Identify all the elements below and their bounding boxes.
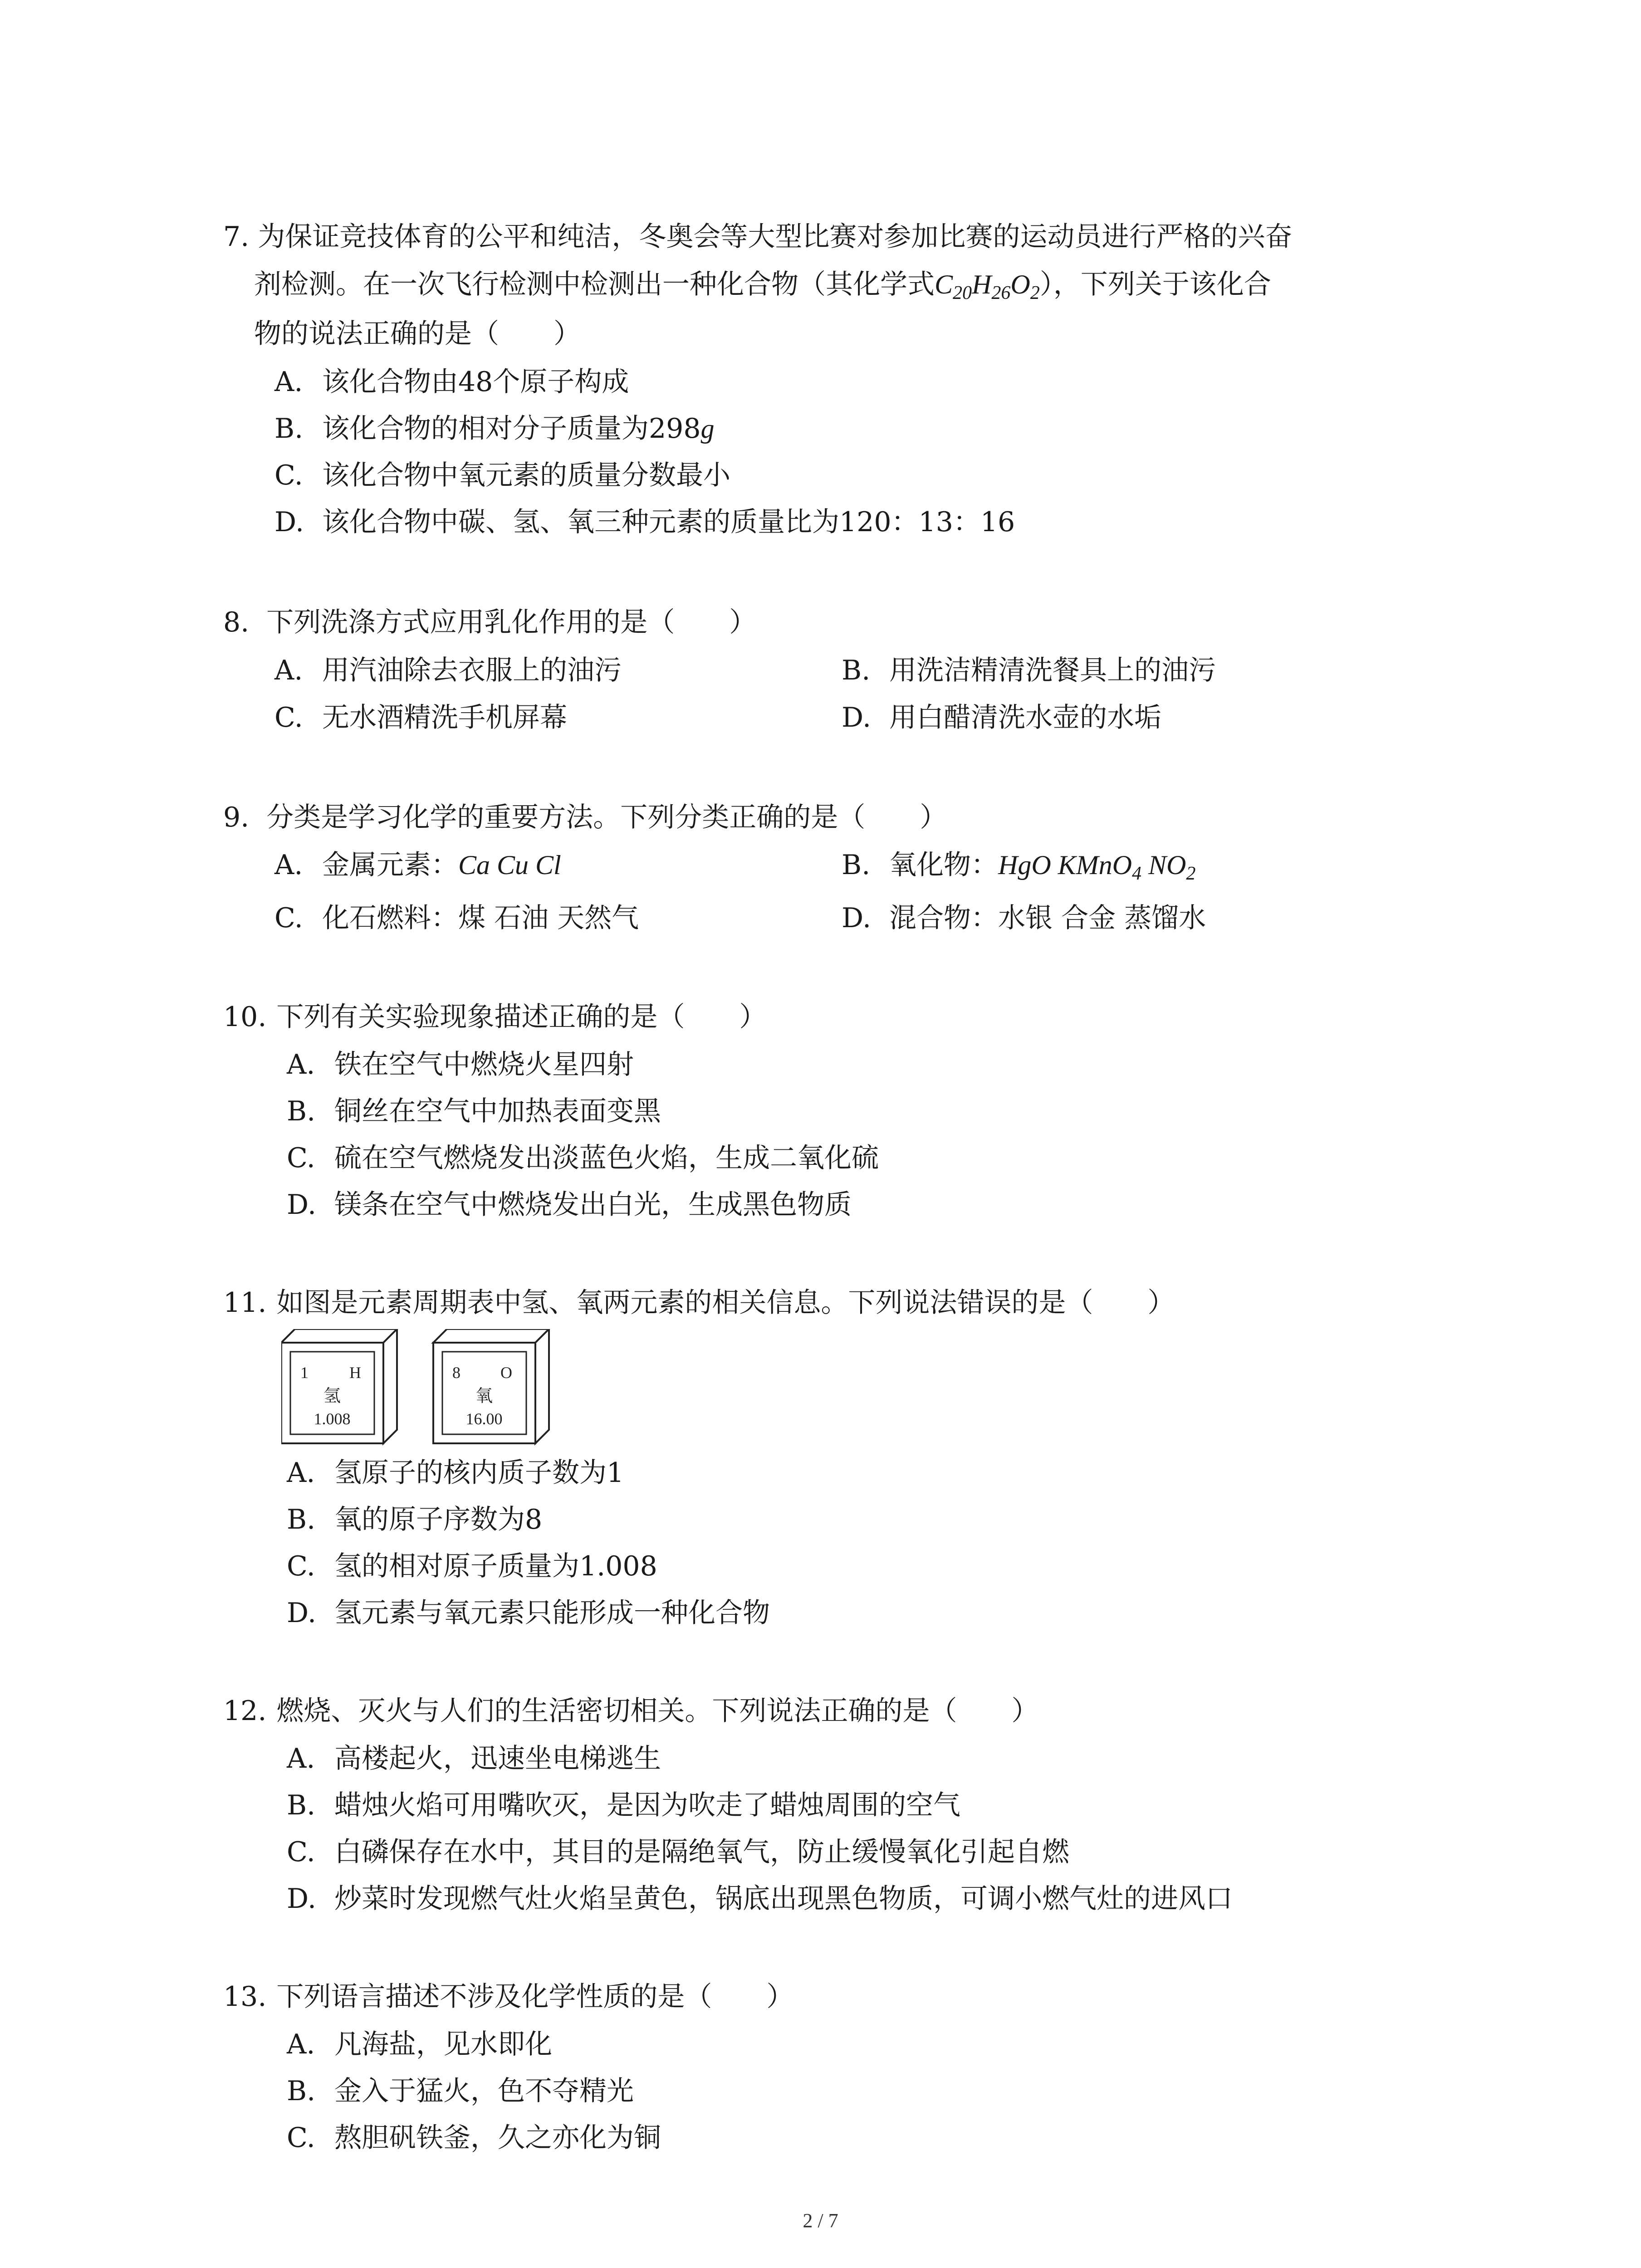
chemical-formula: $C_{20}H_{26}O_2$: [935, 269, 1040, 303]
option-a: A. 铁在空气中燃烧火星四射: [287, 1049, 634, 1080]
page-number: 2 / 7: [803, 2209, 838, 2232]
option-b: B. 氧的原子序数为8: [287, 1504, 543, 1535]
atomic-number: 1: [300, 1364, 309, 1382]
option-a: A. 凡海盐，见水即化: [287, 2028, 552, 2060]
option-c: C. 该化合物中氧元素的质量分数最小: [274, 459, 730, 491]
question-9-stem: 9. 分类是学习化学的重要方法。下列分类正确的是（ ）: [223, 802, 947, 833]
option-c: C. 无水酒精洗手机屏幕: [274, 702, 567, 733]
option-d: D. 镁条在空气中燃烧发出白光，生成黑色物质: [287, 1189, 852, 1221]
option-b: B. 该化合物的相对分子质量为298g: [274, 413, 715, 445]
option-a: A. 该化合物由48个原子构成: [274, 366, 629, 398]
question-7-line-1: 7. 为保证竞技体育的公平和纯洁，冬奥会等大型比赛对参加比赛的运动员进行严格的兴奋: [223, 221, 1293, 253]
option-d: D. 用白醋清洗水壶的水垢: [842, 702, 1161, 733]
question-12-stem: 12. 燃烧、灭火与人们的生活密切相关。下列说法正确的是（ ）: [223, 1695, 1039, 1727]
question-8-stem: 8. 下列洗涤方式应用乳化作用的是（ ）: [223, 606, 757, 638]
option-c: C. 硫在空气燃烧发出淡蓝色火焰，生成二氧化硫: [287, 1142, 879, 1174]
question-7-line-3: 物的说法正确的是（ ）: [254, 318, 581, 350]
option-a: A. 用汽油除去衣服上的油污: [274, 655, 622, 686]
option-b: B. 蜡烛火焰可用嘴吹灭，是因为吹走了蜡烛周围的空气: [287, 1789, 960, 1821]
element-card-hydrogen: [281, 1329, 397, 1443]
option-b: B. 铜丝在空气中加热表面变黑: [287, 1095, 661, 1127]
option-a: A. 高楼起火，迅速坐电梯逃生: [287, 1743, 661, 1774]
option-a: A. 金属元素：Ca Cu Cl: [274, 849, 561, 881]
option-d: D. 该化合物中碳、氢、氧三种元素的质量比为120：13：16: [274, 506, 1015, 538]
option-d: D. 混合物：水银 合金 蒸馏水: [842, 902, 1206, 934]
question-13-stem: 13. 下列语言描述不涉及化学性质的是（ ）: [223, 1981, 794, 2013]
option-c: C. 氢的相对原子质量为1.008: [287, 1550, 657, 1582]
atomic-mass: 1.008: [314, 1410, 351, 1428]
question-number: 7.: [223, 221, 250, 253]
element-symbol: H: [349, 1364, 361, 1382]
option-c: C. 化石燃料：煤 石油 天然气: [274, 902, 639, 934]
element-card-oxygen: [433, 1329, 549, 1443]
element-name: 氧: [475, 1386, 493, 1406]
option-a: A. 氢原子的核内质子数为1: [287, 1457, 624, 1489]
option-c: C. 熬胆矾铁釜，久之亦化为铜: [287, 2122, 661, 2154]
question-7-line-2: 剂检测。在一次飞行检测中检测出一种化合物（其化学式$C_{20}H_{26}O_2$），下列关于该化合: [254, 269, 1271, 303]
option-d: D. 氢元素与氧元素只能形成一种化合物: [287, 1597, 770, 1629]
option-b: B. 氧化物：HgO KMnO$_4$ $NO_2$: [842, 849, 1196, 884]
atomic-number: 8: [452, 1364, 460, 1382]
option-c: C. 白磷保存在水中，其目的是隔绝氧气，防止缓慢氧化引起自燃: [287, 1836, 1069, 1868]
atomic-mass: 16.00: [465, 1410, 503, 1428]
periodic-table-cells: [281, 1329, 563, 1452]
question-11-stem: 11. 如图是元素周期表中氢、氧两元素的相关信息。下列说法错误的是（ ）: [223, 1287, 1175, 1319]
element-name: 氢: [323, 1386, 341, 1406]
element-symbol: O: [500, 1364, 512, 1382]
option-b: B. 用洗洁精清洗餐具上的油污: [842, 655, 1216, 686]
question-10-stem: 10. 下列有关实验现象描述正确的是（ ）: [223, 1001, 767, 1033]
option-b: B. 金入于猛火，色不夺精光: [287, 2075, 634, 2107]
option-d: D. 炒菜时发现燃气灶火焰呈黄色，锅底出现黑色物质，可调小燃气灶的进风口: [287, 1883, 1233, 1915]
